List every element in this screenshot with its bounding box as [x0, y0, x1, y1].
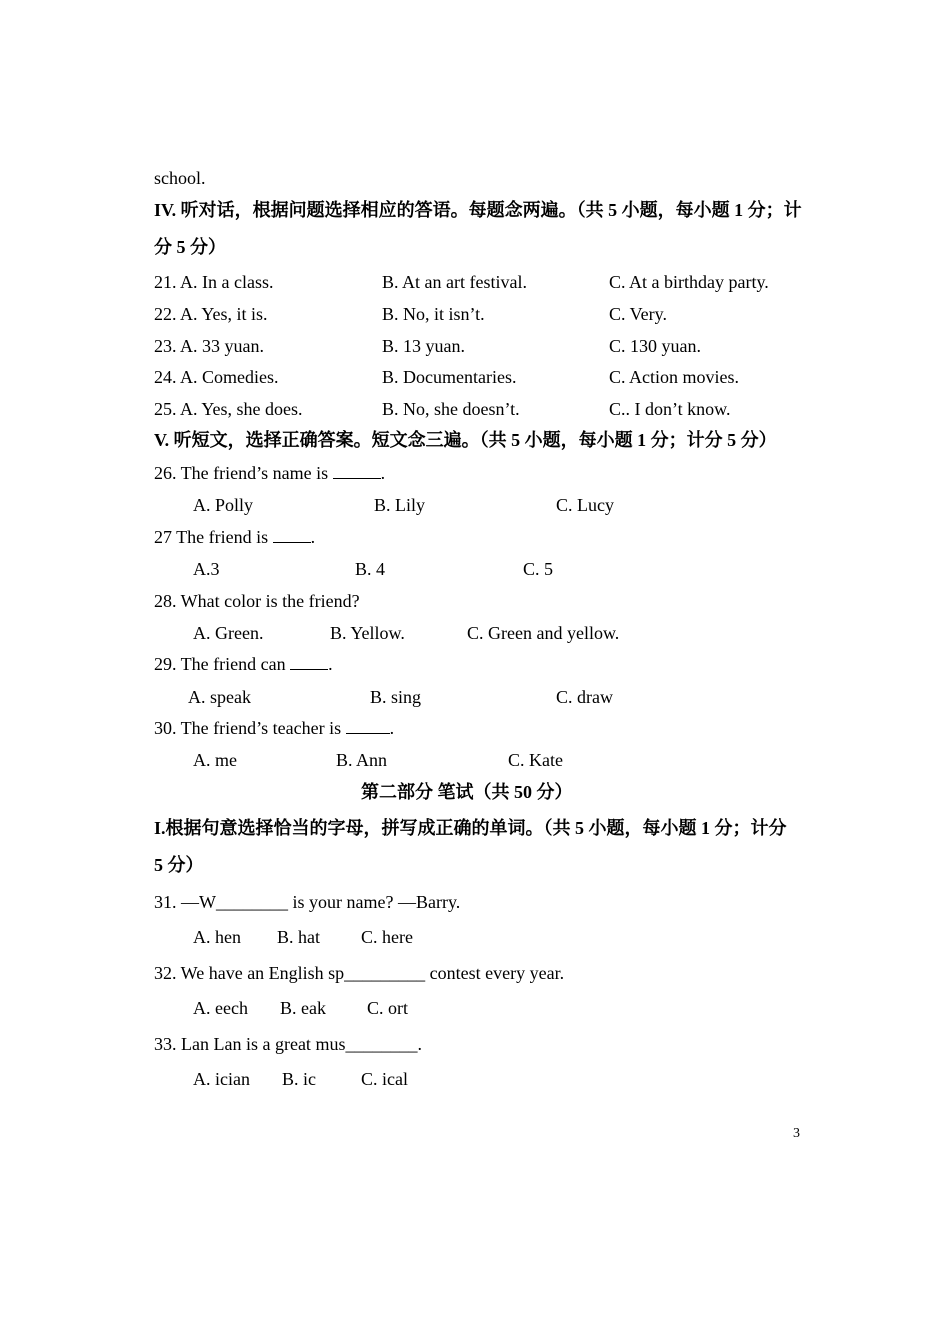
section-i-title-cont: 5 分）	[154, 855, 204, 875]
option-c: C. 5	[523, 559, 554, 579]
stem-end: .	[380, 463, 386, 483]
option-c: C. here	[361, 927, 413, 947]
option-a: A. eech	[193, 998, 248, 1018]
question-33-stem: 33. Lan Lan is a great mus________.	[154, 1034, 422, 1054]
option-a: A. Polly	[193, 495, 254, 515]
question-29-stem	[154, 652, 333, 676]
option-b: B. No, it isn’t.	[382, 304, 485, 324]
option-c: C. 130 yuan.	[609, 336, 701, 356]
part-two-heading: 第二部分 笔试（共 50 分）	[361, 782, 573, 802]
question-26-stem	[154, 461, 385, 485]
option-b: B. Lily	[374, 495, 426, 515]
option-b: B. Documentaries.	[382, 367, 517, 387]
option-b: B. 13 yuan.	[382, 336, 465, 356]
option-b: B. sing	[370, 687, 422, 707]
answer-blank	[333, 464, 381, 479]
stem-text: 27 The friend is	[154, 527, 273, 547]
option-c: C. ort	[367, 998, 409, 1018]
answer-blank	[346, 719, 390, 734]
option-b: B. 4	[355, 559, 386, 579]
option-a: 25. A. Yes, she does.	[154, 399, 303, 419]
question-32-stem: 32. We have an English sp_________ contest every year.	[154, 963, 565, 983]
stem-end: .	[328, 654, 333, 674]
option-c: C. At a birthday party.	[609, 272, 769, 292]
question-31-stem: 31. —W________ is your name? —Barry.	[154, 892, 461, 912]
section-iv-title: IV. 听对话，根据问题选择相应的答语。每题念两遍。（共 5 小题，每小题 1 分；计	[154, 200, 802, 220]
continuation-text: school.	[154, 168, 206, 188]
option-a: 24. A. Comedies.	[154, 367, 279, 387]
option-a: 23. A. 33 yuan.	[154, 336, 264, 356]
option-b: B. No, she doesn’t.	[382, 399, 520, 419]
option-a: A.3	[193, 559, 220, 579]
page-number: 3	[793, 1126, 800, 1141]
stem-end: .	[310, 527, 316, 547]
section-i-title: I.根据句意选择恰当的字母，拼写成正确的单词。（共 5 小题，每小题 1 分；计分	[154, 818, 787, 838]
answer-blank	[273, 528, 311, 543]
question-28-stem: 28. What color is the friend?	[154, 591, 360, 611]
option-c: C. ical	[361, 1069, 408, 1089]
option-a: A. Green.	[193, 623, 264, 643]
answer-blank	[290, 655, 328, 670]
stem-text: 29. The friend can	[154, 654, 291, 674]
stem-text: 26. The friend’s name is	[154, 463, 333, 483]
option-a: A. hen	[193, 927, 241, 947]
option-a: A. ician	[193, 1069, 250, 1089]
option-c: C. Kate	[508, 750, 563, 770]
option-c: C. Lucy	[556, 495, 614, 515]
option-b: B. hat	[277, 927, 320, 947]
option-c: C. draw	[556, 687, 613, 707]
option-a: 21. A. In a class.	[154, 272, 274, 292]
option-b: B. Yellow.	[330, 623, 405, 643]
section-v-title: V. 听短文，选择正确答案。短文念三遍。（共 5 小题，每小题 1 分；计分 5 分）	[154, 430, 777, 450]
question-27-stem	[154, 525, 315, 549]
option-c: C. Very.	[609, 304, 667, 324]
option-a: 22. A. Yes, it is.	[154, 304, 268, 324]
option-b: B. ic	[282, 1069, 316, 1089]
option-b: B. eak	[280, 998, 326, 1018]
option-c: C. Action movies.	[609, 367, 739, 387]
option-c: C. Green and yellow.	[467, 623, 620, 643]
option-b: B. At an art festival.	[382, 272, 527, 292]
question-30-stem	[154, 716, 394, 740]
option-c: C.. I don’t know.	[609, 399, 731, 419]
option-a: A. me	[193, 750, 237, 770]
stem-end: .	[389, 718, 395, 738]
option-a: A. speak	[188, 687, 251, 707]
section-iv-title-cont: 分 5 分）	[154, 237, 226, 257]
option-b: B. Ann	[336, 750, 388, 770]
stem-text: 30. The friend’s teacher is	[154, 718, 346, 738]
